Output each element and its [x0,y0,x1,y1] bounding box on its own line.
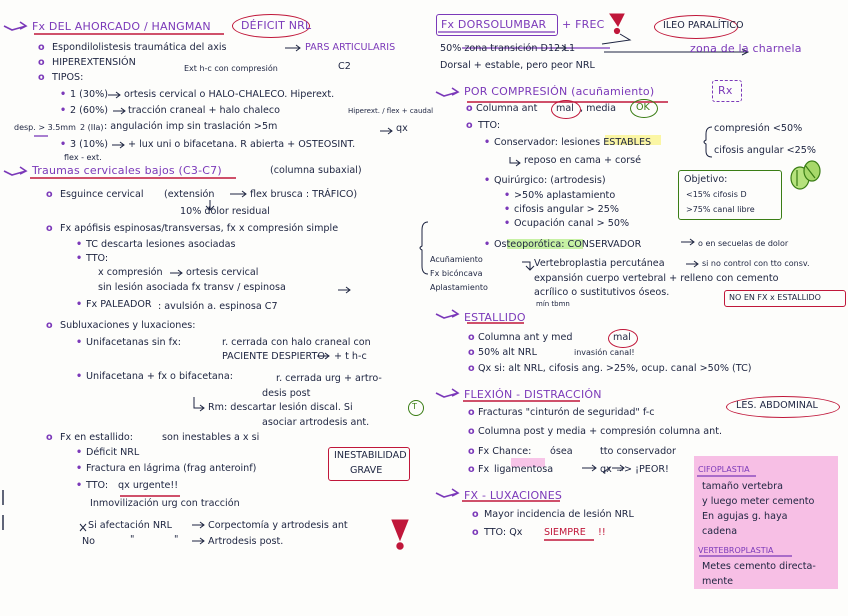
bullet: • [76,239,83,250]
line-deficit: Déficit NRL [86,447,140,458]
text-ok: OK [636,102,650,113]
tipo-2: 2 (60%) [70,105,108,116]
bullet: • [484,239,491,250]
text-tto-conservador: tto conservador [600,446,676,457]
line-no: No [82,536,96,547]
text-no-control: si no control con tto consv. [702,259,810,268]
text-grave: GRAVE [350,465,383,476]
text-cerrada-halo: r. cerrada con halo craneal con [222,337,371,348]
bullet: • [484,175,491,186]
tipo-3: 3 (10%) [70,139,108,150]
line-alt-nrl: 50% alt NRL [478,347,537,358]
line-tipos: TIPOS: [52,72,84,83]
tipo-1: 1 (30%) [70,89,108,100]
bullet: • [76,371,83,382]
text-acrilico: acrílico o sustitutivos óseos. [534,287,670,298]
line-esguince: Esguince cervical [60,189,144,200]
tipo-2a-desc: : angulación imp sin traslación >5m [104,121,278,132]
text-canal-libre: >75% canal libre [686,205,755,214]
line-columna-post: Columna post y media + compresión columna ant. [478,426,723,437]
text-cifosis-25: cifosis angular <25% [714,145,816,156]
bullet: o [468,446,475,457]
line-espondilolistesis: Espondilolistesis traumática del axis [52,42,227,53]
note-line-6: mente [702,576,733,587]
tipo-2-note: Hiperext. / flex + caudal [348,107,434,115]
bullet: • [484,137,491,148]
text-reposo: reposo en cama + corsé [524,155,642,166]
text-dolor-residual: 10% dolor residual [180,206,270,217]
bullet: • [60,139,67,150]
text-exclam: !! [598,527,606,538]
bullet: o [468,363,475,374]
bullet: o [38,72,45,83]
line-qx-si: Qx si: alt NRL, cifosis ang. >25%, ocup. canal >50% (TC) [478,363,752,374]
text-objetivo: Objetivo: [684,174,728,185]
line-conservador: Conservador: lesiones ESTABLES [494,137,652,148]
heading-subaxial: (columna subaxial) [270,165,362,176]
note-line-4: cadena [702,526,738,537]
text-secuelas: o en secuelas de dolor [698,239,789,248]
bullet: • [60,105,67,116]
bullet: o [38,42,45,53]
text-charnela: zona de la charnela [690,42,802,55]
text-thc: + t h-c [334,351,367,362]
line-fx: Fx [478,464,490,475]
line-fracturas-cinturon: Fracturas "cinturón de seguridad" f-c [478,407,655,418]
line-quirurgico: Quirúrgico: (artrodesis) [494,175,606,186]
heading-hangman: Fx DEL AHORCADO / HANGMAN [32,20,211,33]
bullet: • [76,480,83,491]
text-inestables: son inestables a x si [162,432,260,443]
line-vertebroplastia: Vertebroplastia percutánea [534,258,665,269]
line-fx-estallido: Fx en estallido: [60,432,134,443]
tipo-2a-qx: qx [396,123,408,134]
text-t: T [412,402,417,411]
tipo-2a: 2 (IIa) [80,123,104,132]
bullet: o [466,120,473,131]
text-invasion-canal: invasión canal! [574,348,635,357]
heading-trauma-cervical: Traumas cervicales bajos (C3-C7) [32,164,222,177]
line-subluxaciones: Subluxaciones y luxaciones: [60,320,196,331]
line-tto-qx-siempre: TTO: Qx [484,527,523,538]
bullet: o [46,223,53,234]
badge-deficit-nrl: DÉFICIT NRL [241,19,312,32]
side-bicóncava: Fx bicóncava [430,269,483,278]
text-cifosis-angular: cifosis angular > 25% [514,204,619,215]
text-siempre: SIEMPRE [544,527,586,538]
line-fractura-lagrima: Fractura en lágrima (frag anteroinf) [86,463,257,474]
text-compresion-50: compresión <50% [714,123,803,134]
text-artrodesis-post: Artrodesis post. [208,536,284,547]
bullet: • [60,89,67,100]
text-avulsion: : avulsión a. espinosa C7 [158,301,278,312]
text-asociar: asociar artrodesis ant. [262,417,370,428]
text-rm-descartar: Rm: descartar lesión discal. Si [208,402,353,413]
bullet: o [466,103,473,114]
line-hiperextension: HIPEREXTENSIÓN [52,57,136,68]
line-fx-apofisis: Fx apófisis espinosas/transversas, fx x compresión simple [60,223,339,234]
bullet: o [468,464,475,475]
tipo-3-mech: flex - ext. [64,153,102,162]
line-tc-descarta: TC descarta lesiones asociadas [86,239,236,250]
text-desis-post: desis post [262,388,311,399]
side-aplastamiento: Aplastamiento [430,283,488,292]
text-ileo-paralitico: ILEO PARALÍTICO [663,20,744,31]
tipo-3-tto: + lux uni o bifacetana. R abierta + OSTEOSINT. [128,139,356,150]
heading-estallido: ESTALLIDO [464,311,526,324]
bullet: o [468,332,475,343]
line-fx-chance: Fx Chance: [478,446,532,457]
bullet: o [46,432,53,443]
text-rx: Rx [718,84,733,97]
text-cifosis-d: <15% cifosis D [686,190,747,199]
text-osea: ósea [550,446,573,457]
text-aplastamiento: >50% aplastamiento [514,190,616,201]
line-unifacetana-fx: Unifacetana + fx o bifacetana: [86,371,233,382]
line-fx-paleador: Fx PALEADOR [86,299,152,310]
bullet: • [76,253,83,264]
line-tto-qx: TTO: [86,480,109,491]
bullet: o [468,407,475,418]
text-c2: C2 [338,61,351,72]
text-min-tbmn: mín tbmn [536,300,570,308]
tipo-2-desp: desp. > 3.5mm [14,123,76,132]
bullet: • [76,463,83,474]
text-qx: qx [600,464,612,475]
note-line-2: y luego meter cemento [702,496,815,507]
bullet: • [504,190,511,201]
text-flex-brusca: flex brusca : TRÁFICO) [250,189,358,200]
text-les-abdominal: LES. ABDOMINAL [736,400,818,411]
text-extension: (extensión [164,189,215,200]
note-line-3: En agujas g. haya [702,511,788,522]
text-peor: => ¡PEOR! [616,464,669,475]
tipo-2-tto: tracción craneal + halo chaleco [128,105,281,116]
line-dorsal-estable: Dorsal + estable, pero peor NRL [440,60,595,71]
text-ext-hc: Ext h-c con compresión [184,64,278,73]
text-inestabilidad: INESTABILIDAD [334,450,407,461]
bullet: o [472,509,479,520]
line-zona-transicion: 50% zona transición D12-L1 [440,43,576,54]
line-sin-lesion: sin lesión asociada fx transv / espinosa [98,282,286,293]
ditto-2: " [174,534,179,545]
tipo-1-tto: ortesis cervical o HALO-CHALECO. Hiperext. [124,89,335,100]
line-tto: TTO: [86,253,109,264]
note-vertebroplastia: VERTEBROPLASTIA [698,546,774,555]
heading-fx-dorsolumbar: Fx DORSOLUMBAR [441,18,547,31]
text-paciente-despierto: PACIENTE DESPIERTO. [222,351,328,362]
line-osteoporotica: Osteoporótica: CONSERVADOR [494,239,642,250]
text-ortesis: ortesis cervical [186,267,259,278]
note-line-1: tamaño vertebra [702,481,783,492]
text-qx-urgente: qx urgente!! [118,480,179,491]
line-inmovilizacion: Inmovilización urg con tracción [90,498,240,509]
text-cerrada-urg: r. cerrada urg + artro- [276,373,382,384]
ditto-1: " [130,534,135,545]
text-corpectomia: Corpectomía y artrodesis ant [208,520,348,531]
text-frec: + FREC [562,18,605,31]
text-media: , media [580,103,616,114]
heading-flexion-distraccion: FLEXIÓN - DISTRACCIÓN [464,388,602,401]
text-ocupacion: Ocupación canal > 50% [514,218,630,229]
line-columna-ant-med: Columna ant y med [478,332,573,343]
heading-fx-luxaciones: FX - LUXACIONES [464,489,563,502]
bullet: • [504,218,511,229]
side-acunamiento: Acuñamiento [430,255,483,264]
line-x-compresion: x compresión [98,267,163,278]
note-cifoplastia: CIFOPLASTIA [698,465,750,474]
line-unifacetanas: Unifacetanas sin fx: [86,337,181,348]
bullet: o [468,426,475,437]
line-columna-ant: Columna ant [476,103,538,114]
bullet: • [504,204,511,215]
line-afectacion-nrl: Si afectación NRL [88,520,173,531]
text-pars-articularis: PARS ARTICULARIS [305,42,396,53]
note-line-5: Metes cemento directa- [702,561,816,572]
bullet: • [76,299,83,310]
line-mayor-incidencia: Mayor incidencia de lesión NRL [484,509,634,520]
bullet: o [46,320,53,331]
line-tto: TTO: [478,120,501,131]
bullet: o [46,189,53,200]
text-ligamentosa: ligamentosa [494,464,554,475]
bullet: o [468,347,475,358]
text-expansion: expansión cuerpo vertebral + relleno con cemento [534,273,779,284]
bullet: • [76,447,83,458]
text-no-estallido: NO EN FX x ESTALLIDO [729,293,821,302]
heading-por-compresion: POR COMPRESIÓN (acuñamiento) [464,85,655,98]
text-mal: mal [556,103,574,114]
text-mal-2: mal [613,332,631,343]
bullet: o [472,527,479,538]
bullet: • [76,337,83,348]
bullet: o [38,57,45,68]
